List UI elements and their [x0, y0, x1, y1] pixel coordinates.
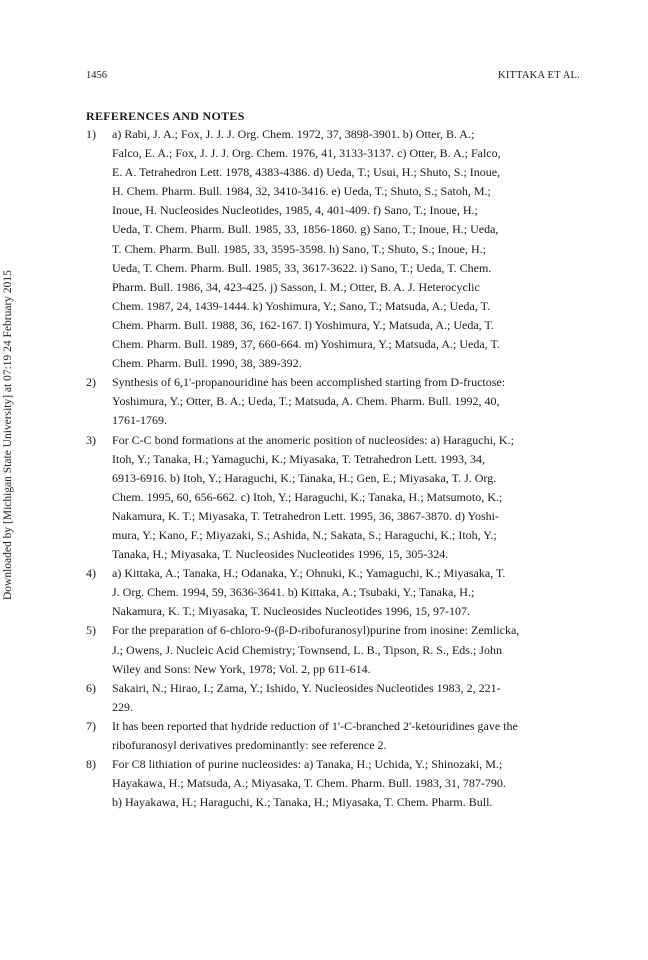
reference-item: [86, 125, 580, 373]
reference-line: Falco, E. A.; Fox, J. J. J. Org. Chem. 1976, 41, 3133-3137. c) Otter, B. A.; Falco,: [112, 146, 501, 161]
reference-line: Nakamura, K. T.; Miyasaka, T. Nucleosides Nucleotides 1996, 15, 97-107.: [112, 604, 471, 619]
reference-line: Chem. 1987, 24, 1439-1444. k) Yoshimura, Y.; Sano, T.; Matsuda, A.; Ueda, T.: [112, 298, 491, 313]
reference-line: For the preparation of 6-chloro-9-(β-D-ribofuranosyl)purine from inosine: Zemlicka,: [112, 623, 520, 638]
reference-text: [112, 564, 580, 621]
reference-line: Pharm. Bull. 1986, 34, 423-425. j) Sasson, I. M.; Otter, B. A. J. Heterocyclic: [112, 279, 480, 294]
reference-number: 2): [86, 375, 96, 390]
reference-text: [112, 679, 580, 717]
reference-text: [112, 125, 580, 373]
page-number: 1456: [86, 70, 107, 81]
reference-line: For C8 lithiation of purine nucleosides: a) Tanaka, H.; Uchida, Y.; Shinozaki, M.;: [112, 757, 503, 772]
reference-line: Hayakawa, H.; Matsuda, A.; Miyasaka, T. Chem. Pharm. Bull. 1983, 31, 787-790.: [112, 776, 506, 791]
reference-line: Yoshimura, Y.; Otter, B. A.; Ueda, T.; Matsuda, A. Chem. Pharm. Bull. 1992, 40,: [112, 394, 500, 409]
reference-item: [86, 755, 580, 812]
reference-item: [86, 564, 580, 621]
reference-line: Ueda, T. Chem. Pharm. Bull. 1985, 33, 1856-1860. g) Sano, T.; Inoue, H.; Ueda,: [112, 222, 499, 237]
reference-line: ribofuranosyl derivatives predominantly: see reference 2.: [112, 738, 387, 752]
section-heading: REFERENCES AND NOTES: [86, 109, 245, 123]
reference-number: 4): [86, 566, 96, 581]
reference-line: Chem. 1995, 60, 656-662. c) Itoh, Y.; Haraguchi, K.; Tanaka, H.; Matsumoto, K.;: [112, 489, 503, 504]
reference-text: [112, 373, 580, 430]
reference-line: 1761-1769.: [112, 413, 167, 428]
reference-line: Synthesis of 6,1'-propanouridine has been accomplished starting from D-fructose:: [112, 375, 506, 390]
reference-item: [86, 717, 580, 755]
reference-number: 3): [86, 432, 96, 447]
download-watermark: Downloaded by [Michigan State University] at 07:19 24 February 2015: [2, 270, 14, 600]
reference-line: 229.: [112, 699, 133, 714]
reference-line: 6913-6916. b) Itoh, Y.; Haraguchi, K.; Tanaka, H.; Gen, E.; Miyasaka, T. J. Org.: [112, 470, 497, 485]
reference-line: E. A. Tetrahedron Lett. 1978, 4383-4386. d) Ueda, T.; Usui, H.; Shuto, S.; Inoue,: [112, 165, 501, 180]
reference-number: 8): [86, 757, 96, 772]
reference-line: Chem. Pharm. Bull. 1989, 37, 660-664. m) Yoshimura, Y.; Matsuda, A.; Ueda, T.: [112, 337, 500, 352]
reference-number: 6): [86, 680, 96, 695]
reference-text: [112, 755, 580, 812]
reference-line: J. Org. Chem. 1994, 59, 3636-3641. b) Kittaka, A.; Tsubaki, Y.; Tanaka, H.;: [112, 585, 475, 600]
reference-line: a) Rabi, J. A.; Fox, J. J. J. Org. Chem. 1972, 37, 3898-3901. b) Otter, B. A.;: [112, 127, 475, 141]
reference-line: J.; Owens, J. Nucleic Acid Chemistry; Townsend, L. B., Tipson, R. S., Eds.; John: [112, 642, 502, 657]
reference-line: mura, Y.; Kano, F.; Miyazaki, S.; Ashida, N.; Sakata, S.; Haraguchi, K.; Itoh, Y.;: [112, 527, 497, 542]
reference-line: Itoh, Y.; Tanaka, H.; Yamaguchi, K.; Miyasaka, T. Tetrahedron Lett. 1993, 34,: [112, 451, 486, 466]
reference-number: 5): [86, 623, 96, 638]
reference-number: 1): [86, 127, 96, 141]
reference-line: Ueda, T. Chem. Pharm. Bull. 1985, 33, 3617-3622. i) Sano, T.; Ueda, T. Chem.: [112, 260, 492, 275]
reference-line: Tanaka, H.; Miyasaka, T. Nucleosides Nucleotides 1996, 15, 305-324.: [112, 547, 449, 562]
reference-item: [86, 431, 580, 565]
reference-line: Inoue, H. Nucleosides Nucleotides, 1985, 4, 401-409. f) Sano, T.; Inoue, H.;: [112, 203, 478, 218]
reference-line: H. Chem. Pharm. Bull. 1984, 32, 3410-3416. e) Ueda, T.; Shuto, S.; Satoh, M.;: [112, 184, 491, 199]
reference-line: It has been reported that hydride reduction of 1'-C-branched 2'-ketouridines gave the: [112, 718, 518, 733]
reference-item: [86, 621, 580, 678]
reference-line: Sakairi, N.; Hirao, I.; Zama, Y.; Ishido, Y. Nucleosides Nucleotides 1983, 2, 221-: [112, 680, 501, 695]
reference-line: b) Hayakawa, H.; Haraguchi, K.; Tanaka, H.; Miyasaka, T. Chem. Pharm. Bull.: [112, 795, 493, 810]
reference-number: 7): [86, 718, 96, 733]
reference-item: [86, 679, 580, 717]
running-head: KITTAKA ET AL.: [498, 70, 580, 81]
reference-line: Chem. Pharm. Bull. 1990, 38, 389-392.: [112, 356, 302, 371]
reference-line: Nakamura, K. T.; Miyasaka, T. Tetrahedron Lett. 1995, 36, 3867-3870. d) Yoshi-: [112, 508, 499, 523]
reference-text: [112, 621, 580, 678]
reference-list: [86, 125, 580, 812]
reference-line: For C-C bond formations at the anomeric position of nucleosides: a) Haraguchi, K.;: [112, 432, 514, 447]
reference-line: Wiley and Sons: New York, 1978; Vol. 2, pp 611-614.: [112, 661, 371, 676]
reference-text: [112, 717, 580, 755]
reference-item: [86, 373, 580, 430]
reference-text: [112, 431, 580, 565]
reference-line: a) Kittaka, A.; Tanaka, H.; Odanaka, Y.; Ohnuki, K.; Yamaguchi, K.; Miyasaka, T.: [112, 566, 506, 581]
reference-line: Chem. Pharm. Bull. 1988, 36, 162-167. l) Yoshimura, Y.; Matsuda, A.; Ueda, T.: [112, 317, 494, 332]
reference-line: T. Chem. Pharm. Bull. 1985, 33, 3595-3598. h) Sano, T.; Shuto, S.; Inoue, H.;: [112, 241, 486, 256]
